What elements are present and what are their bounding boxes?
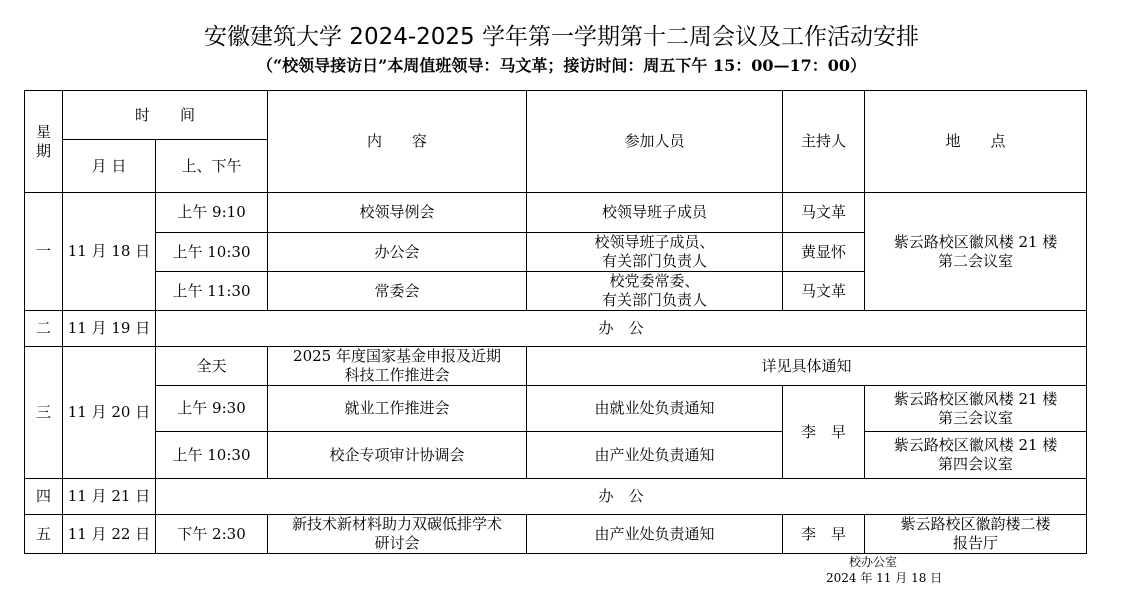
header-time: 时 间 bbox=[63, 91, 268, 140]
time-cell: 上午 11:30 bbox=[156, 272, 268, 311]
content-cell: 办公会 bbox=[268, 233, 527, 272]
participants-cell: 由就业处负责通知 bbox=[527, 386, 783, 432]
table-row bbox=[25, 432, 1087, 479]
header-location: 地 点 bbox=[865, 91, 1087, 193]
table-row bbox=[25, 347, 1087, 386]
content-cell: 校领导例会 bbox=[268, 193, 527, 233]
time-cell: 上午 10:30 bbox=[156, 432, 268, 479]
date-cell: 11 月 20 日 bbox=[63, 347, 156, 479]
content-cell: 新技术新材料助力双碳低排学术 研讨会 bbox=[268, 515, 527, 554]
date-cell: 11 月 21 日 bbox=[63, 479, 156, 515]
weekday-cell: 二 bbox=[25, 311, 63, 347]
office-cell: 办 公 bbox=[156, 479, 1087, 515]
location-cell: 紫云路校区徽韵楼二楼 报告厅 bbox=[865, 515, 1087, 554]
header-date: 月 日 bbox=[63, 140, 156, 193]
header-host: 主持人 bbox=[783, 91, 865, 193]
table-row bbox=[25, 311, 1087, 347]
time-cell: 下午 2:30 bbox=[156, 515, 268, 554]
weekday-cell: 一 bbox=[25, 193, 63, 311]
content-cell: 2025 年度国家基金申报及近期 科技工作推进会 bbox=[268, 347, 527, 386]
host-cell: 马文革 bbox=[783, 193, 865, 233]
participants-cell: 由产业处负责通知 bbox=[527, 515, 783, 554]
participants-cell: 由产业处负责通知 bbox=[527, 432, 783, 479]
content-cell: 就业工作推进会 bbox=[268, 386, 527, 432]
location-cell: 紫云路校区徽风楼 21 楼 第二会议室 bbox=[865, 193, 1087, 311]
participants-cell: 校党委常委、 有关部门负责人 bbox=[527, 272, 783, 311]
time-cell: 全天 bbox=[156, 347, 268, 386]
content-cell: 校企专项审计协调会 bbox=[268, 432, 527, 479]
document-title: 安徽建筑大学 2024-2025 学年第一学期第十二周会议及工作活动安排 bbox=[204, 24, 919, 50]
time-cell: 上午 10:30 bbox=[156, 233, 268, 272]
weekday-cell: 四 bbox=[25, 479, 63, 515]
table-row bbox=[25, 386, 1087, 432]
header-content: 内 容 bbox=[268, 91, 527, 193]
table-row bbox=[25, 515, 1087, 554]
header-ampm: 上、下午 bbox=[156, 140, 268, 193]
document-subtitle: （“校领导接访日”本周值班领导：马文革；接访时间：周五下午 15：00—17：00） bbox=[256, 56, 867, 75]
date-cell: 11 月 18 日 bbox=[63, 193, 156, 311]
office-cell: 办 公 bbox=[156, 311, 1087, 347]
content-cell: 常委会 bbox=[268, 272, 527, 311]
footer-office: 校办公室 bbox=[849, 555, 898, 569]
time-cell: 上午 9:30 bbox=[156, 386, 268, 432]
note-cell: 详见具体通知 bbox=[527, 347, 1087, 386]
date-cell: 11 月 19 日 bbox=[63, 311, 156, 347]
location-cell: 紫云路校区徽风楼 21 楼 第四会议室 bbox=[865, 432, 1087, 479]
host-cell: 李 早 bbox=[783, 515, 865, 554]
weekday-cell: 五 bbox=[25, 515, 63, 554]
footer-date: 2024 年 11 月 18 日 bbox=[826, 571, 943, 585]
header-participants: 参加人员 bbox=[527, 91, 783, 193]
host-cell: 马文革 bbox=[783, 272, 865, 311]
time-cell: 上午 9:10 bbox=[156, 193, 268, 233]
host-cell: 李 早 bbox=[783, 386, 865, 479]
schedule-table bbox=[24, 90, 1087, 554]
header-weekday: 星 期 bbox=[25, 91, 63, 193]
weekday-cell: 三 bbox=[25, 347, 63, 479]
table-row bbox=[25, 193, 1087, 233]
table-row bbox=[25, 479, 1087, 515]
participants-cell: 校领导班子成员、 有关部门负责人 bbox=[527, 233, 783, 272]
host-cell: 黄显怀 bbox=[783, 233, 865, 272]
location-cell: 紫云路校区徽风楼 21 楼 第三会议室 bbox=[865, 386, 1087, 432]
participants-cell: 校领导班子成员 bbox=[527, 193, 783, 233]
date-cell: 11 月 22 日 bbox=[63, 515, 156, 554]
